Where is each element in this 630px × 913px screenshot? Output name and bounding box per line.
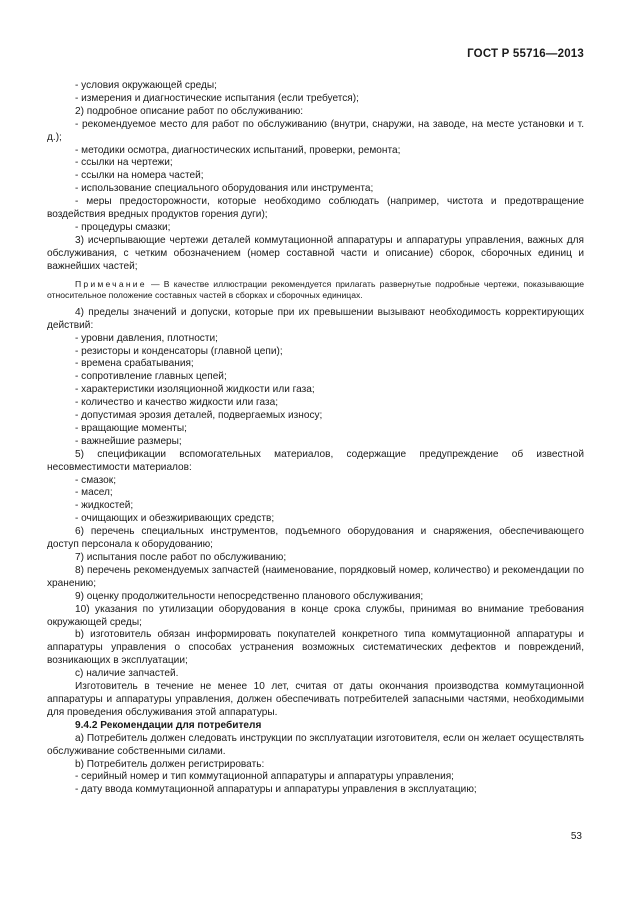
note-text: — В качестве иллюстрации рекомендуется прилагать развернутые подробные чертежи, показывающие относительное положение составных частей в сборках и сборочных единицах. <box>47 278 584 301</box>
lettered-item: a) Потребитель должен следовать инструкции по эксплуатации изготовителя, если он желает осуществлять обслуживание собственными силами. <box>47 732 584 757</box>
list-item: - важнейшие размеры; <box>75 435 182 447</box>
numbered-item: 3) исчерпывающие чертежи деталей коммутационной аппаратуры и аппаратуры управления, важных для обслуживания, с четким обозначением (номер составной части и описание) сборок, сборочных единиц и важнейших частей; <box>47 234 584 272</box>
list-item: - меры предосторожности, которые необходимо соблюдать (например, чистота и предотвращение воздействия вредных продуктов горения дуги); <box>47 196 584 221</box>
lettered-item: c) наличие запчастей. <box>75 668 179 680</box>
body-paragraph: Изготовитель в течение не менее 10 лет, считая от даты окончания производства коммутационной аппаратуры и аппаратуры управления, должен обеспечивать потребителей запасными частями, необходимыми для проведения обслуживания этой аппаратуры. <box>47 681 584 718</box>
document-body <box>47 80 584 797</box>
list-item: - очищающих и обезжиривающих средств; <box>75 513 275 525</box>
page-number: 53 <box>570 831 582 842</box>
list-item: - ссылки на номера частей; <box>75 170 204 182</box>
numbered-item: 6) перечень специальных инструментов, подъемного оборудования и снаряжения, обеспечивающего доступ персонала к оборудованию; <box>47 526 584 551</box>
list-item: - времена срабатывания; <box>75 358 194 370</box>
note-paragraph <box>47 279 584 302</box>
standard-code: ГОСТ Р 55716—2013 <box>467 48 584 60</box>
list-item: - жидкостей; <box>75 500 134 512</box>
list-item: - условия окружающей среды; <box>75 80 217 91</box>
lettered-item: b) Потребитель должен регистрировать: <box>75 758 265 770</box>
numbered-item: 7) испытания после работ по обслуживанию; <box>75 552 287 563</box>
list-item: - методики осмотра, диагностических испытаний, проверки, ремонта; <box>75 144 401 156</box>
list-item: - вращающие моменты; <box>75 422 187 434</box>
list-item: - серийный номер и тип коммутационной аппаратуры и аппаратуры управления; <box>75 771 454 783</box>
numbered-item: 9) оценку продолжительности непосредственно планового обслуживания; <box>75 590 424 602</box>
section-heading: 9.4.2 Рекомендации для потребителя <box>75 719 262 731</box>
list-item: - масел; <box>75 487 113 499</box>
numbered-item: 10) указания по утилизации оборудования в конце срока службы, принимая во внимание требования окружающей среды; <box>47 603 584 628</box>
list-item: - рекомендуемое место для работ по обслуживанию (внутри, снаружи, на заводе, на месте установки и т. д.); <box>47 118 584 143</box>
list-item: - характеристики изоляционной жидкости или газа; <box>75 384 315 396</box>
list-item: - количество и качество жидкости или газа; <box>75 397 279 409</box>
list-item: - уровни давления, плотности; <box>75 332 218 344</box>
list-item: - использование специального оборудования или инструмента; <box>75 183 374 195</box>
list-item: - допустимая эрозия деталей, подвергаемых износу; <box>75 410 323 422</box>
list-item: - измерения и диагностические испытания (если требуется); <box>75 92 359 104</box>
numbered-item: 2) подробное описание работ по обслуживанию: <box>75 105 304 117</box>
list-item: - ссылки на чертежи; <box>75 157 173 169</box>
list-item: - резисторы и конденсаторы (главной цепи); <box>75 345 283 357</box>
numbered-item: 8) перечень рекомендуемых запчастей (наименование, порядковый номер, количество) и рекомендации по хранению; <box>47 564 584 589</box>
list-item: - дату ввода коммутационной аппаратуры и аппаратуры управления в эксплуатацию; <box>75 784 477 796</box>
numbered-item: 4) пределы значений и допуски, которые при их превышении вызывают необходимость корректирующих действий: <box>47 306 584 331</box>
numbered-item: 5) спецификации вспомогательных материалов, содержащие предупреждение об известной несовместимости материалов: <box>47 448 584 473</box>
list-item: - процедуры смазки; <box>75 221 171 233</box>
list-item: - сопротивление главных цепей; <box>75 371 227 383</box>
lettered-item: b) изготовитель обязан информировать покупателей конкретного типа коммутационной аппаратуры и аппаратуры управления о способах устранения возможных систематических дефектов и повреждений, возникающих в эксплуатации; <box>47 629 584 667</box>
note-label: Примечание <box>75 278 147 289</box>
list-item: - смазок; <box>75 474 117 486</box>
